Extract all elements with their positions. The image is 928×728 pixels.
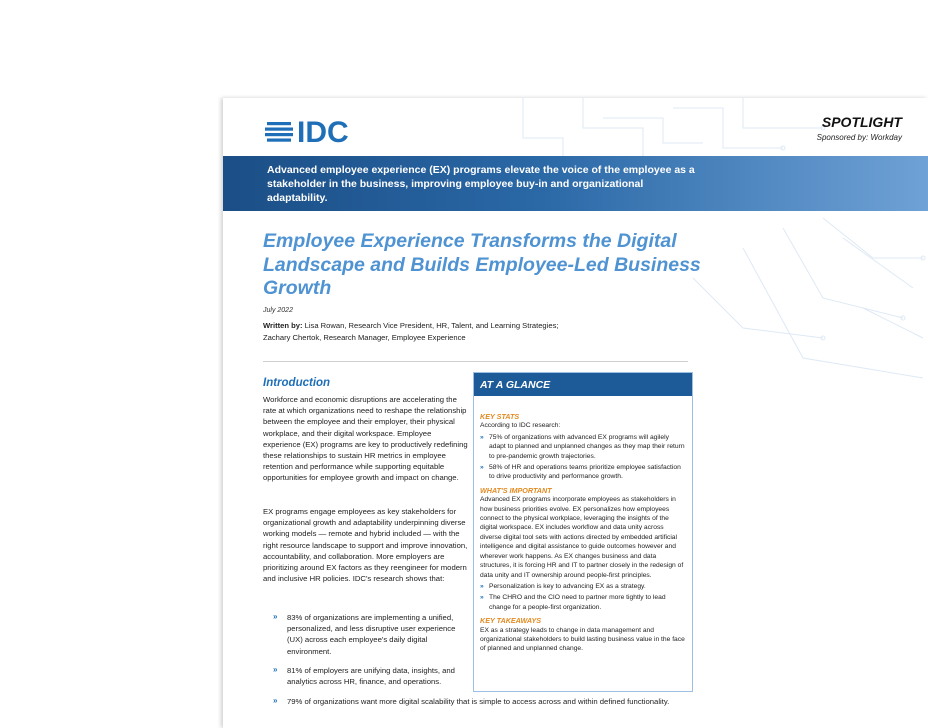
divider (263, 361, 688, 362)
bullet-glyph: » (273, 665, 278, 674)
sponsor-label: Sponsored by: Workday (816, 133, 902, 142)
spotlight-block (817, 114, 902, 142)
intro-bullet (273, 696, 713, 707)
author-line-1: Lisa Rowan, Research Vice President, HR, Talent, and Learning Strategies; (304, 321, 559, 330)
publish-date: July 2022 (263, 307, 293, 314)
whats-important-heading: WHAT'S IMPORTANT (480, 485, 552, 495)
spotlight-label: SPOTLIGHT (821, 114, 902, 130)
intro-bullet-text: 83% of organizations are implementing a unified, personalized, and less disruptive user experience (UX) across each employee's daily digital environment. (287, 613, 456, 656)
summary-banner (223, 156, 928, 211)
glance-body (474, 396, 692, 654)
document-title: Employee Experience Transforms the Digital Landscape and Builds Employee-Led Business Growth (263, 230, 701, 299)
author-line-2: Zachary Chertok, Research Manager, Employee Experience (263, 333, 466, 342)
bullet-glyph: » (480, 464, 484, 472)
whats-important-bullet (480, 593, 686, 612)
key-stats-heading: KEY STATS (480, 412, 520, 421)
intro-paragraph-2: EX programs engage employees as key stakeholders for organizational growth and adaptability underpinning diverse working models — remote and hybrid included — with the right resource landscape to support and improve innovation, accountability, and collaboration. More employers are prioritizing around EX factors as they reengineer for modern and inclusive HR policies. IDC's research shows that: (263, 507, 468, 584)
authors-label: Written by: (263, 321, 303, 330)
key-stats-bullet-text: 75% of organizations with advanced EX programs will agilely adapt to planned and unplanned changes as they map their return to pre-pandemic growth trajectories. (489, 433, 685, 460)
idc-logo (265, 116, 349, 150)
glance-heading: AT A GLANCE (474, 373, 692, 396)
bullet-glyph: » (480, 594, 484, 602)
authors-block (263, 320, 683, 344)
idc-globe-icon (265, 120, 293, 146)
logo-text: IDC (297, 116, 349, 149)
intro-bullet (273, 612, 469, 657)
intro-bullet-text: 79% of organizations want more digital scalability that is simple to access across and within defined functionality. (287, 697, 670, 706)
key-stats-bullet-text: 58% of HR and operations teams prioritize employee satisfaction to drive productivity and performance growth. (489, 464, 681, 481)
key-takeaways-text: EX as a strategy leads to change in data management and organizational stakeholders to build lasting business value in the face of planned and unplanned change. (480, 626, 685, 653)
intro-paragraph-1: Workforce and economic disruptions are accelerating the rate at which organizations need to reshape the relationship between the employee and their employer, their physical workplace, and their digital workspace. Employee experience (EX) programs are key to productively redefining these relationships to sustain HR metrics in employee retention and performance while supporting equitable opportunities for employee growth and impact on change. (263, 395, 468, 483)
bullet-glyph: » (273, 612, 278, 621)
whats-important-bullet (480, 582, 686, 591)
key-stats-bullet (480, 433, 686, 461)
bullet-glyph: » (480, 433, 484, 441)
whats-important-text: Advanced EX programs incorporate employees as stakeholders in how business priorities evolve. EX personalizes how employees connect to the physical workplace, leveraging the insights of the digital workspace. EX includes workflow and data unity across diverse digital tool sets with actions directed by embedded artificial intelligence and digital assistance to guide outcomes however and wherever work happens. As EX changes business and data structures, it is forcing HR and IT to partner closely in the redesign of data unity and IT ownership around people-first principles. (480, 496, 684, 579)
intro-bullet-text: 81% of employers are unifying data, insights, and analytics across HR, finance, and operations. (287, 666, 455, 687)
bullet-glyph: » (480, 582, 484, 590)
bullet-glyph: » (273, 696, 278, 705)
intro-heading: Introduction (263, 377, 331, 389)
key-stats-bullet (480, 463, 686, 482)
document-page (223, 98, 928, 728)
whats-important-bullet-text: The CHRO and the CIO need to partner more tightly to lead change for a people-first organization. (489, 594, 666, 611)
key-takeaways-heading: KEY TAKEAWAYS (480, 616, 542, 626)
key-stats-lead: According to IDC research: (480, 422, 561, 430)
intro-bullet (273, 665, 469, 687)
whats-important-bullet-text: Personalization is key to advancing EX as a strategy. (489, 582, 646, 590)
banner-text: Advanced employee experience (EX) programs elevate the voice of the employee as a stakeholder in the business, improving employee buy-in and organizational adaptability. (267, 163, 695, 204)
at-a-glance-box (473, 372, 693, 692)
